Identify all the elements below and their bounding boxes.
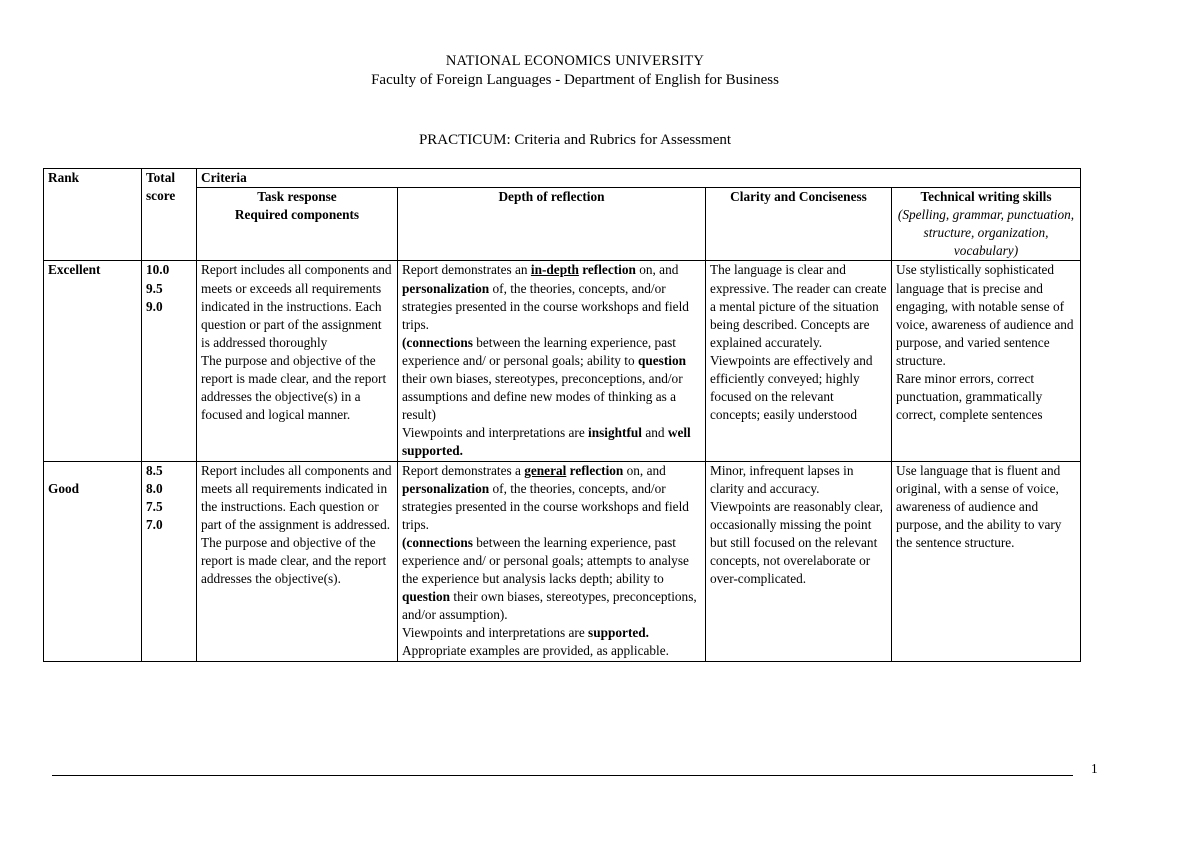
rank-excellent: Excellent [44,261,142,461]
header-row-criteria [44,188,1081,261]
excellent-clarity-text-2: Viewpoints are effectively and efficiently conveyed; highly focused on the relevant concepts; easily understood [710,352,873,423]
good-tech-text: Use language that is fluent and original, with a sense of voice, awareness of audience and purpose, and the ability to vary the sentence structure. [896,462,1062,550]
col-total-label: Total [146,170,176,185]
criteria-technical-label: Technical writing skills [920,189,1052,205]
excellent-depth [398,261,706,461]
text: their own biases, stereotypes, preconceptions, and/or assumption). [402,589,697,623]
rank-good [44,461,142,661]
score-value: 7.5 [146,498,163,514]
criteria-task-response [197,188,398,261]
text: on, and [623,462,666,478]
col-rank-header: Rank [44,169,142,261]
text: their own biases, stereotypes, preconceptions, and/or assumptions and define new modes of thinking as a result) [402,371,683,423]
good-clarity-text: Minor, infrequent lapses in clarity and accuracy. [710,462,854,496]
text: Appropriate examples are provided, as applicable. [402,643,669,659]
text: of, the theories, concepts, and/or strategies presented in the course workshops and field trips. [402,280,689,332]
excellent-tech-text-2: Rare minor errors, correct punctuation, grammatically correct, complete sentences [896,371,1043,423]
criteria-required-label: Required components [234,207,360,223]
good-task-response [197,461,398,661]
scores-excellent [142,261,197,461]
text: of, the theories, concepts, and/or strategies presented in the course workshops and field trips. [402,480,689,532]
text: Report demonstrates an [402,262,531,278]
criteria-depth: Depth of reflection [398,188,706,261]
excellent-task-text: Report includes all components and meets or exceeds all requirements indicated in the instructions. Each question or part of the assignment is addressed thoroughly [201,262,392,350]
header-row-top [44,169,1081,188]
text: Report demonstrates a [402,462,525,478]
excellent-technical [892,261,1081,461]
good-clarity-text-2: Viewpoints are reasonably clear, occasionally missing the point but still focused on the relevant concepts, not overelaborate or over-complicated. [710,498,883,587]
emph: supported. [588,625,650,641]
emph: question [637,352,686,368]
university-name: NATIONAL ECONOMICS UNIVERSITY [445,53,705,69]
document-title: PRACTICUM: Criteria and Rubrics for Assessment [418,132,732,148]
text: on, and [635,262,679,278]
text: Viewpoints and interpretations are [402,425,589,441]
page-number: 1 [1091,761,1098,776]
text: and [642,425,668,441]
rank-good-label: Good [48,480,80,496]
emph: (connections [402,534,473,550]
excellent-clarity-text: The language is clear and expressive. The reader can create a mental picture of the situation being described. Concepts are explained accurately. [710,262,887,350]
footer-rule [52,775,1073,776]
excellent-tech-text: Use stylistically sophisticated language that is precise and engaging, with notable sense of voice, awareness of audience and purpose, and varied sentence structure. [896,262,1074,368]
scores-good [142,461,197,661]
col-criteria-header: Criteria [197,169,1081,188]
emph: reflection [578,262,636,278]
col-total-score-header [142,169,197,261]
row-excellent [44,261,1081,461]
good-task-text: Report includes all components and meets all requirements indicated in the instructions. Each question or part of the assignment is addressed. [201,462,392,532]
emph-underline: general [524,462,567,478]
text: Viewpoints and interpretations are [402,625,589,641]
emph: (connections [402,334,473,350]
col-score-label: score [146,188,176,204]
criteria-task-label: Task response [257,189,337,205]
emph: well supported. [402,425,691,459]
score-value: 8.5 [146,462,163,478]
text: between the learning experience, past experience and/ or personal goals; ability to [402,334,676,368]
faculty-name: Faculty of Foreign Languages - Department of English for Business [371,72,779,88]
score-value: 9.0 [146,298,163,314]
criteria-technical-sub: (Spelling, grammar, punctuation, structure, organization, vocabulary) [897,207,1075,259]
row-good [44,461,1081,661]
emph: personalization [402,480,490,496]
excellent-task-text-2: The purpose and objective of the report is made clear, and the report addresses the objective(s) in a focused and logical manner. [201,352,387,423]
emph: personalization [402,280,490,296]
score-value: 10.0 [146,262,170,278]
good-depth [398,461,706,661]
good-clarity [706,461,892,661]
excellent-task-response [197,261,398,461]
rubric-table [43,168,1081,662]
text: between the learning experience, past experience and/ or personal goals; attempts to analyse the experience but analysis lacks depth; ability to [402,534,689,587]
emph: question [402,589,451,605]
excellent-clarity [706,261,892,461]
good-task-text-2: The purpose and objective of the report is made clear, and the report addresses the objective(s). [201,534,387,587]
emph: insightful [588,425,642,441]
emph-underline: in-depth [530,262,579,278]
good-technical [892,461,1081,661]
score-value: 8.0 [146,480,163,496]
criteria-technical [892,188,1081,261]
criteria-clarity: Clarity and Conciseness [706,188,892,261]
score-value: 7.0 [146,516,163,532]
emph: reflection [566,462,624,478]
score-value: 9.5 [146,280,163,296]
